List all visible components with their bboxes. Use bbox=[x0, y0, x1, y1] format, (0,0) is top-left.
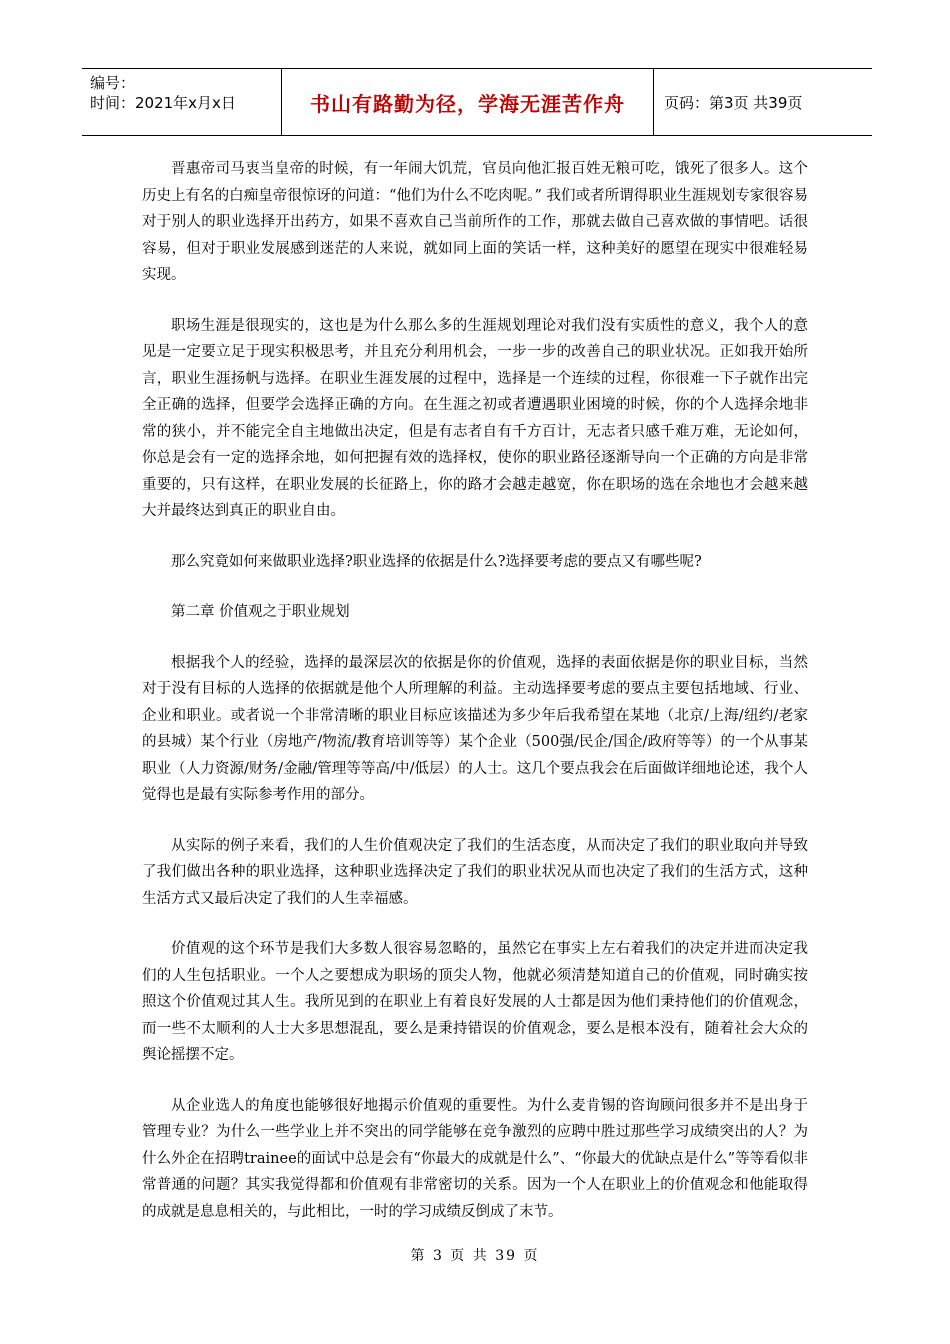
header-page-info: 页码：第3页 共39页 bbox=[664, 93, 803, 112]
paragraph: 根据我个人的经验，选择的最深层次的依据是你的价值观，选择的表面依据是你的职业目标，当然对于没有目标的人选择的依据就是他个人所理解的利益。主动选择要考虑的要点主要包括地域、行业、企业和职业。或者说一个非常清晰的职业目标应该描述为多少年后我希望在某地（北京/上海/纽约/老家的县城）某个行业（房地产/物流/教育培训等等）某个企业（500强/民企/国企/政府等等）的一个从事某职业（人力资源/财务/金融/管理等等高/中/低层）的人士。这几个要点我会在后面做详细地论述，我个人觉得也是最有实际参考作用的部分。 bbox=[142, 654, 808, 803]
document-time: 时间：2021年x月x日 bbox=[90, 94, 236, 112]
document-body bbox=[142, 156, 808, 1249]
paragraph: 价值观的这个环节是我们大多数人很容易忽略的，虽然它在事实上左右着我们的决定并进而决定我们的人生包括职业。一个人之要想成为职场的顶尖人物，他就必须清楚知道自己的价值观，同时确实按照这个价值观过其人生。我所见到的在职业上有着良好发展的人士都是因为他们秉持他们的价值观念，而一些不太顺利的人士大多思想混乱，要么是秉持错误的价值观念，要么是根本没有，随着社会大众的舆论摇摆不定。 bbox=[142, 941, 808, 1063]
page-footer: 第 3 页 共 39 页 bbox=[410, 1248, 540, 1264]
document-number-label: 编号： bbox=[90, 74, 136, 92]
page-header bbox=[82, 68, 872, 136]
header-motto: 书山有路勤为径，学海无涯苦作舟 bbox=[282, 69, 654, 135]
paragraph: 那么究竟如何来做职业选择?职业选择的依据是什么?选择要考虑的要点又有哪些呢? bbox=[171, 553, 702, 570]
paragraph: 晋惠帝司马衷当皇帝的时候，有一年闹大饥荒，官员向他汇报百姓无粮可吃，饿死了很多人。这个历史上有名的白痴皇帝很惊讶的问道：“他们为什么不吃肉呢。” 我们或者所谓得职业生涯规划专家很容易对于别人的职业选择开出药方，如果不喜欢自己当前所作的工作，那就去做自己喜欢做的事情吧。话很容易，但对于职业发展感到迷茫的人来说，就如同上面的笑话一样，这种美好的愿望在现实中很难轻易实现。 bbox=[142, 161, 808, 283]
paragraph: 职场生涯是很现实的，这也是为什么那么多的生涯规划理论对我们没有实质性的意义，我个人的意见是一定要立足于现实积极思考，并且充分利用机会，一步一步的改善自己的职业状况。正如我开始所言，职业生涯扬帆与选择。在职业生涯发展的过程中，选择是一个连续的过程，你很难一下子就作出完全正确的选择，但要学会选择正确的方向。在生涯之初或者遭遇职业困境的时候，你的个人选择余地非常的狭小，并不能完全自主地做出决定，但是有志者自有千方百计，无志者只感千难万难，无论如何，你总是会有一定的选择余地，如何把握有效的选择权，使你的职业路径逐渐导向一个正确的方向是非常重要的，只有这样，在职业发展的长征路上，你的路才会越走越宽，你在职场的选在余地也才会越来越大并最终达到真正的职业自由。 bbox=[142, 317, 808, 519]
chapter-heading: 第二章 价值观之于职业规划 bbox=[171, 604, 350, 620]
paragraph: 从企业选人的角度也能够很好地揭示价值观的重要性。为什么麦肯锡的咨询顾问很多并不是出身于管理专业？为什么一些学业上并不突出的同学能够在竞争激烈的应聘中胜过那些学习成绩突出的人？为什么外企在招聘trainee的面试中总是会有“你最大的成就是什么”、“你最大的优缺点是什么”等等看似非常普通的问题？其实我觉得都和价值观有非常密切的关系。因为一个人在职业上的价值观念和他能取得的成就是息息相关的，与此相比，一时的学习成绩反倒成了末节。 bbox=[142, 1097, 808, 1220]
header-meta bbox=[82, 69, 282, 135]
paragraph: 从实际的例子来看，我们的人生价值观决定了我们的生活态度，从而决定了我们的职业取向并导致了我们做出各种的职业选择，这种职业选择决定了我们的职业状况从而也决定了我们的生活方式，这种生活方式又最后决定了我们的人生幸福感。 bbox=[142, 837, 808, 907]
